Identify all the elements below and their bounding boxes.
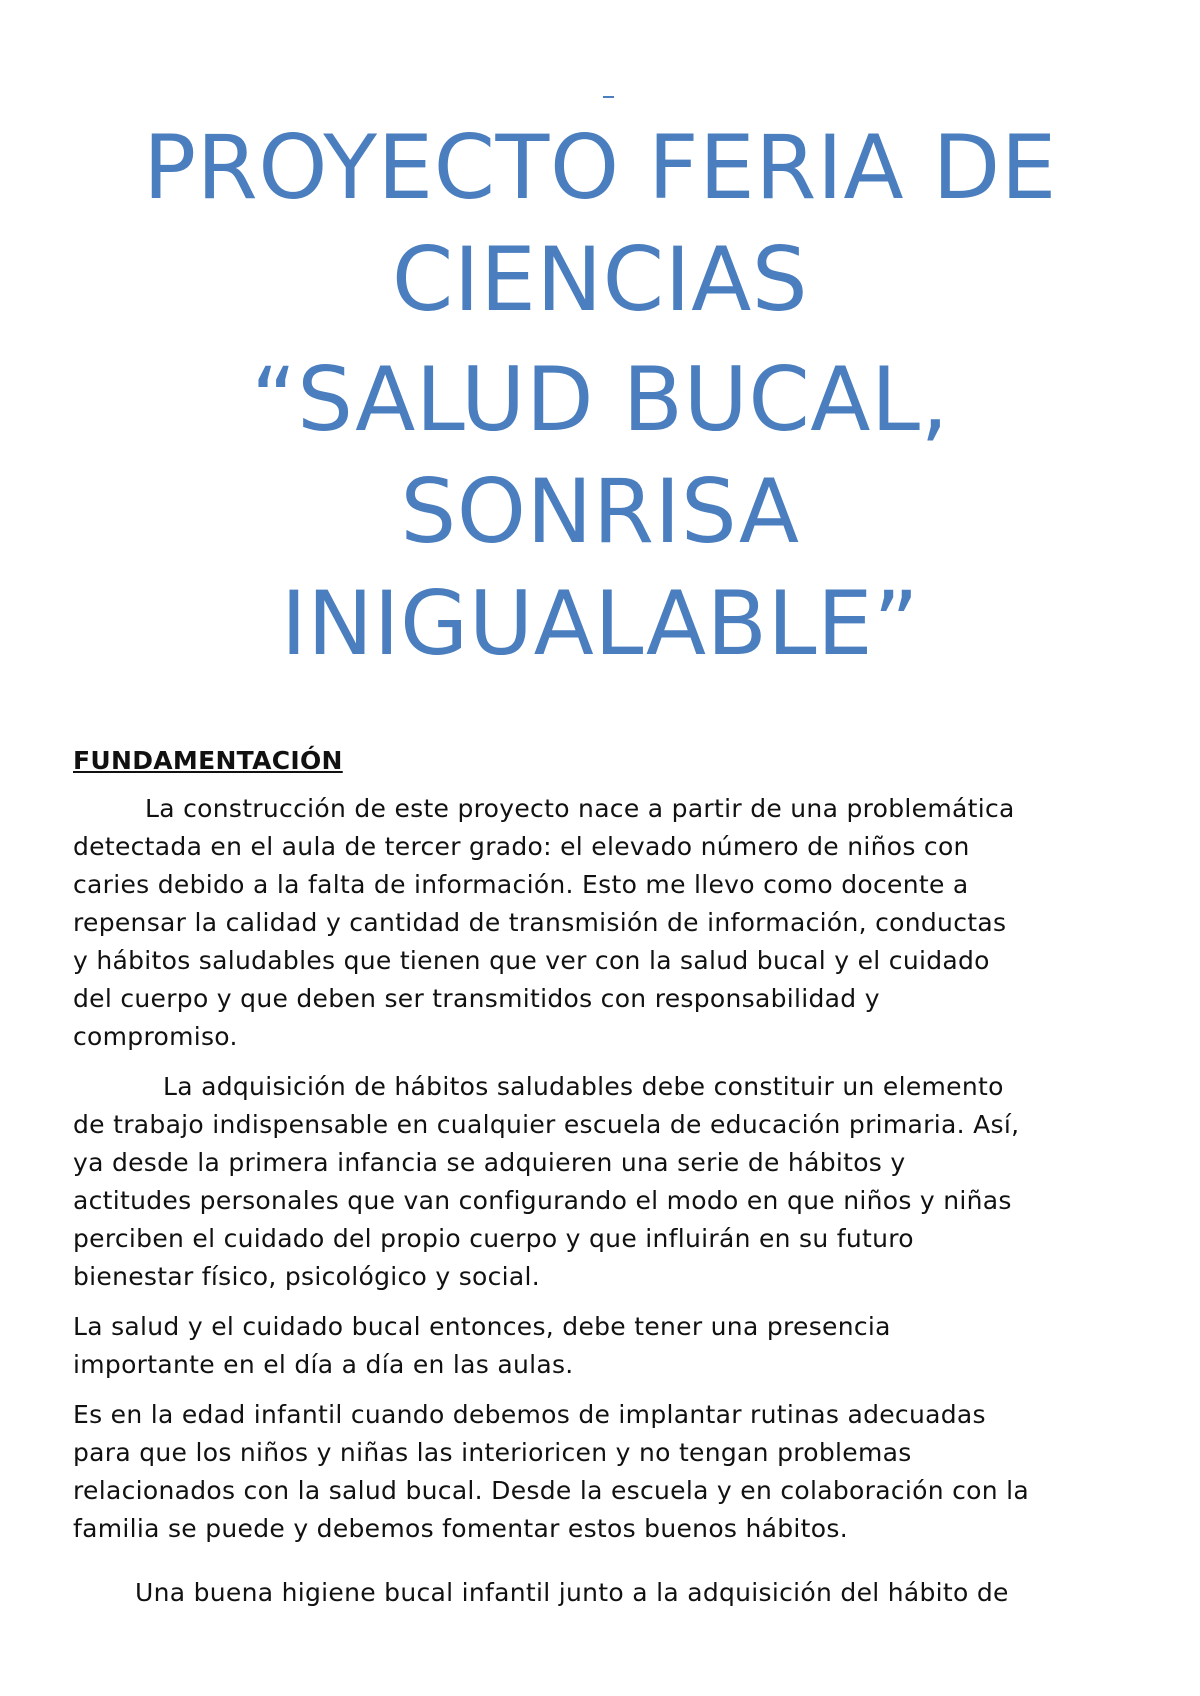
paragraph-2 — [73, 1068, 1138, 1296]
paragraph-line: para que los niños y niñas las interioricen y no tengan problemas — [73, 1438, 912, 1467]
paragraph-line: La salud y el cuidado bucal entonces, debe tener una presencia — [73, 1312, 891, 1341]
paragraph-line: compromiso. — [73, 1022, 238, 1051]
section-heading: FUNDAMENTACIÓN — [73, 746, 343, 775]
title-line-1: PROYECTO FERIA DE — [143, 116, 1057, 219]
title-line-3: “SALUD BUCAL, — [251, 348, 949, 451]
paragraph-line: importante en el día a día en las aulas. — [73, 1350, 574, 1379]
paragraph-4 — [73, 1396, 1138, 1548]
paragraph-3 — [73, 1308, 1138, 1384]
paragraph-5 — [73, 1574, 1138, 1612]
paragraph-line: repensar la calidad y cantidad de transmisión de información, conductas — [73, 908, 1007, 937]
paragraph-line: perciben el cuidado del propio cuerpo y que influirán en su futuro — [73, 1224, 914, 1253]
paragraph-line: del cuerpo y que deben ser transmitidos con responsabilidad y — [73, 984, 880, 1013]
paragraph-line: caries debido a la falta de información. Esto me llevo como docente a — [73, 870, 969, 899]
paragraph-line: relacionados con la salud bucal. Desde la escuela y en colaboración con la — [73, 1476, 1029, 1505]
paragraph-line: ya desde la primera infancia se adquieren una serie de hábitos y — [73, 1148, 906, 1177]
document-body — [73, 742, 1138, 1624]
paragraph-line: bienestar físico, psicológico y social. — [73, 1262, 541, 1291]
title-line-4: SONRISA — [400, 460, 800, 563]
paragraph-line: Es en la edad infantil cuando debemos de implantar rutinas adecuadas — [73, 1400, 986, 1429]
title-line-5: INIGUALABLE” — [280, 572, 920, 675]
paragraph-line: Una buena higiene bucal infantil junto a la adquisición del hábito de — [135, 1578, 1009, 1607]
paragraph-line: familia se puede y debemos fomentar estos buenos hábitos. — [73, 1514, 848, 1543]
paragraph-line: La adquisición de hábitos saludables debe constituir un elemento — [163, 1072, 1004, 1101]
title-line-2: CIENCIAS — [391, 228, 809, 331]
paragraph-line: de trabajo indispensable en cualquier escuela de educación primaria. Así, — [73, 1110, 1020, 1139]
paragraph-1 — [73, 790, 1138, 1056]
paragraph-line: actitudes personales que van configurando el modo en que niños y niñas — [73, 1186, 1012, 1215]
paragraph-line: y hábitos saludables que tienen que ver con la salud bucal y el cuidado — [73, 946, 990, 975]
document-title — [60, 112, 1140, 680]
paragraph-line: detectada en el aula de tercer grado: el elevado número de niños con — [73, 832, 970, 861]
paragraph-line: La construcción de este proyecto nace a partir de una problemática — [145, 794, 1015, 823]
page-marker — [603, 96, 614, 98]
